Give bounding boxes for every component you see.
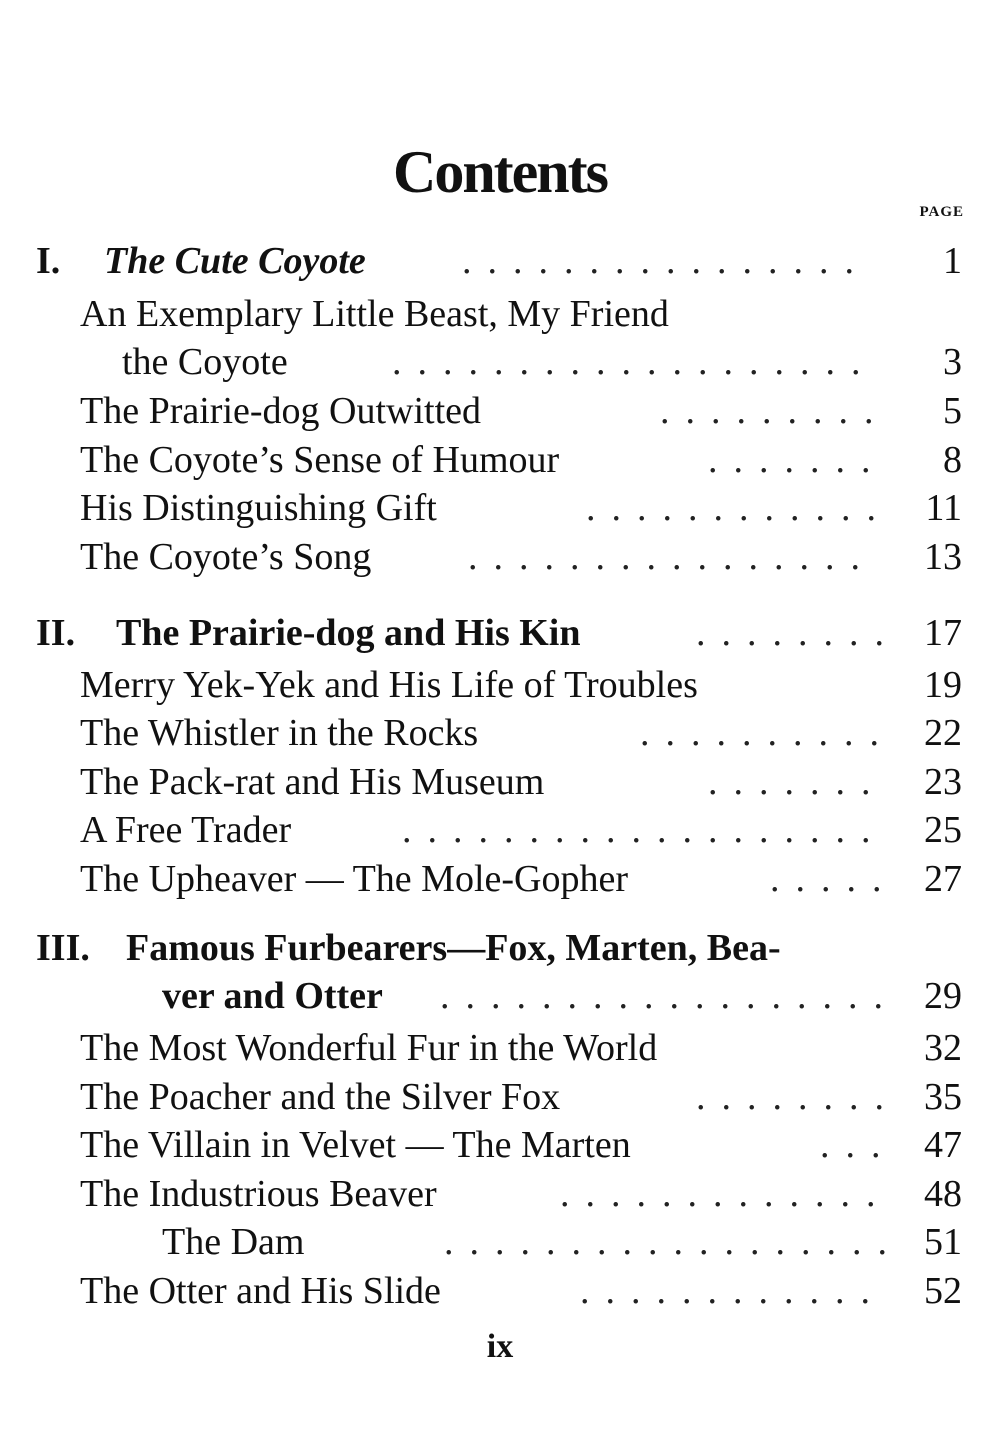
section-numeral: III. (36, 927, 90, 969)
page-number: 19 (924, 664, 962, 706)
toc-entry[interactable] (0, 338, 1000, 386)
entry-title: The Coyote’s Sense of Humour (80, 439, 560, 481)
dot-leader: ............. (560, 1173, 892, 1215)
toc-entry[interactable] (0, 758, 1000, 806)
section-title: The Cute Coyote (104, 240, 366, 282)
dot-leader: ... (820, 1124, 897, 1166)
toc-entry[interactable] (0, 1218, 1000, 1266)
dot-leader: ............ (580, 1270, 886, 1312)
dot-leader: ................... (402, 809, 887, 851)
dot-leader: .................. (440, 975, 899, 1017)
dot-leader: ................... (392, 341, 877, 383)
section-heading-3-continued[interactable] (0, 972, 1000, 1020)
page-number: 3 (943, 341, 962, 383)
dot-leader: ......... (660, 390, 890, 432)
page-number: 27 (924, 858, 962, 900)
page-title: Contents (392, 139, 607, 205)
page-number: 32 (924, 1027, 962, 1069)
toc-entry[interactable] (0, 855, 1000, 903)
page-number: 22 (924, 712, 962, 754)
page-number: 51 (924, 1221, 962, 1263)
page-number: 1 (943, 240, 962, 282)
entry-title: An Exemplary Little Beast, My Friend (80, 293, 669, 335)
dot-leader: ................ (462, 240, 870, 282)
section-title-continued: ver and Otter (162, 975, 383, 1017)
toc-entry[interactable] (0, 709, 1000, 757)
page-number: 5 (943, 390, 962, 432)
page-column-label: PAGE (919, 204, 964, 220)
page-number: 11 (925, 487, 962, 529)
page-number: 13 (924, 536, 962, 578)
dot-leader: .................. (444, 1221, 903, 1263)
dot-leader: .......... (640, 712, 895, 754)
toc-entry[interactable] (0, 290, 1000, 338)
toc-entry[interactable] (0, 661, 1000, 709)
page-number: 23 (924, 761, 962, 803)
section-numeral: I. (36, 240, 61, 282)
dot-leader: ....... (708, 761, 887, 803)
toc-entry[interactable] (0, 806, 1000, 854)
page-number: 8 (943, 439, 962, 481)
section-heading-1[interactable] (0, 237, 1000, 285)
entry-title: The Villain in Velvet — The Marten (80, 1124, 631, 1166)
section-title: The Prairie-dog and His Kin (116, 612, 581, 654)
page-number: 48 (924, 1173, 962, 1215)
section-heading-2[interactable] (0, 609, 1000, 657)
entry-title: The Whistler in the Rocks (80, 712, 479, 754)
toc-entry[interactable] (0, 533, 1000, 581)
page-number: 47 (924, 1124, 962, 1166)
entry-title: The Otter and His Slide (80, 1270, 441, 1312)
dot-leader: ................ (468, 536, 876, 578)
entry-title: The Pack-rat and His Museum (80, 761, 545, 803)
dot-leader: ............ (586, 487, 892, 529)
page-number: 17 (924, 612, 962, 654)
dot-leader: ..... (770, 858, 898, 900)
page-number: 35 (924, 1076, 962, 1118)
page-number: 29 (924, 975, 962, 1017)
section-title: Famous Furbearers—Fox, Marten, Bea- (126, 927, 781, 969)
toc-entry[interactable] (0, 1121, 1000, 1169)
entry-title: Merry Yek-Yek and His Life of Troubles (80, 664, 698, 706)
page-folio: ix (486, 1328, 514, 1365)
page-number: 52 (924, 1270, 962, 1312)
entry-title: the Coyote (122, 341, 288, 383)
toc-entry[interactable] (0, 1267, 1000, 1315)
toc-entry[interactable] (0, 436, 1000, 484)
entry-title: The Poacher and the Silver Fox (80, 1076, 561, 1118)
section-numeral: II. (36, 612, 76, 654)
dot-leader: ....... (708, 439, 887, 481)
toc-entry[interactable] (0, 1024, 1000, 1072)
dot-leader: ........ (696, 1076, 900, 1118)
toc-entry[interactable] (0, 484, 1000, 532)
entry-title: The Coyote’s Song (80, 536, 372, 578)
section-heading-3[interactable] (0, 924, 1000, 972)
entry-title: His Distinguishing Gift (80, 487, 437, 529)
toc-entry[interactable] (0, 1170, 1000, 1218)
entry-title: The Industrious Beaver (80, 1173, 437, 1215)
dot-leader: ........ (696, 612, 900, 654)
toc-entry[interactable] (0, 1073, 1000, 1121)
entry-title: The Prairie-dog Outwitted (80, 390, 482, 432)
entry-title: A Free Trader (80, 809, 292, 851)
entry-title: The Dam (162, 1221, 305, 1263)
page-number: 25 (924, 809, 962, 851)
entry-title: The Most Wonderful Fur in the World (80, 1027, 658, 1069)
toc-entry[interactable] (0, 387, 1000, 435)
entry-title: The Upheaver — The Mole-Gopher (80, 858, 628, 900)
